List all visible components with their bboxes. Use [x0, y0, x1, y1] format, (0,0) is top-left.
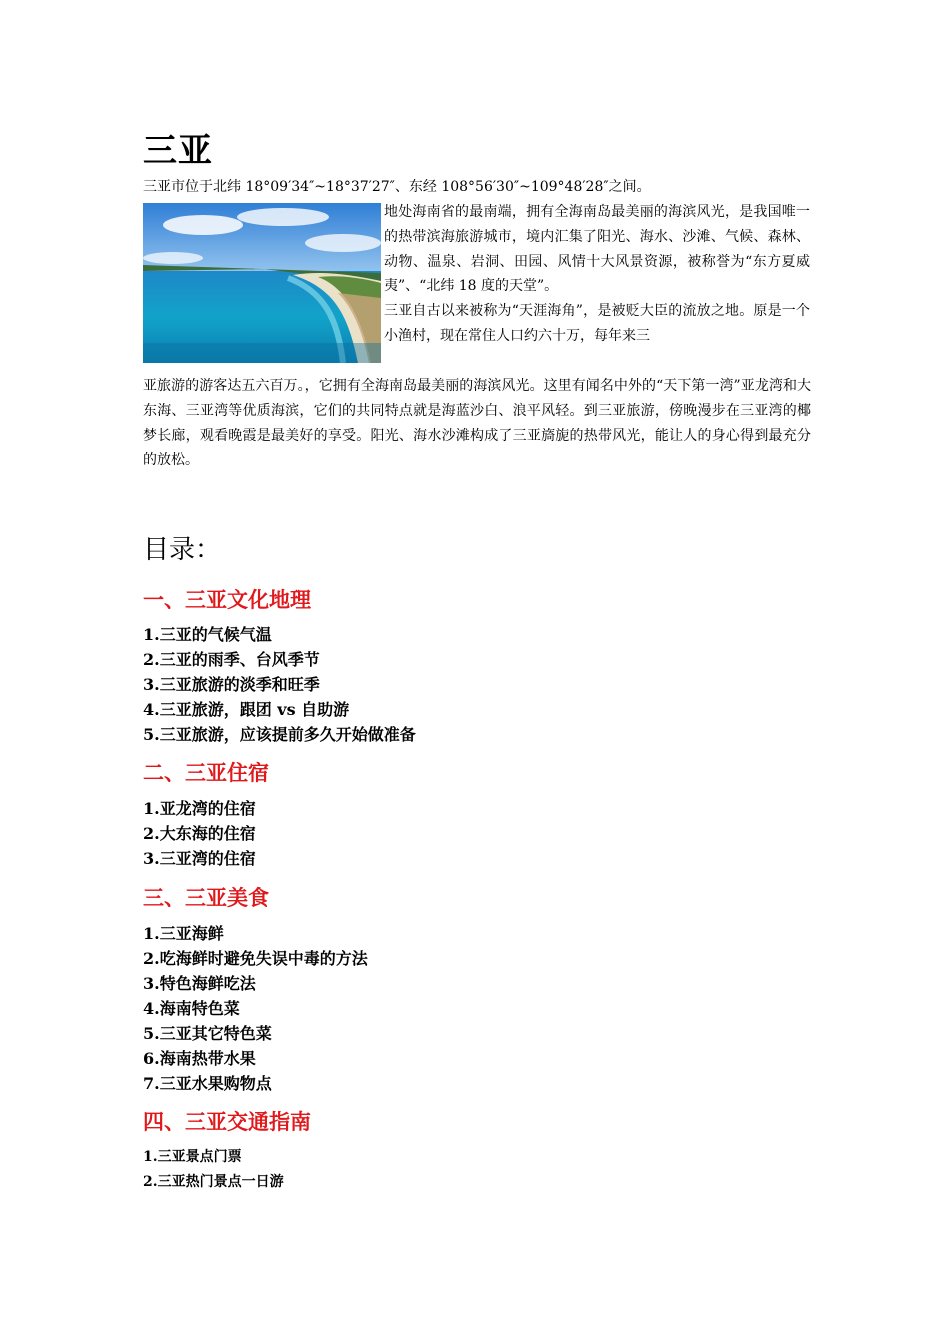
toc-section-title[interactable]: 四、三亚交通指南 — [143, 1110, 311, 1134]
intro-paragraph-floating — [384, 200, 810, 349]
beach-photo — [143, 203, 381, 363]
toc-item[interactable]: 4.三亚旅游，跟团 vs 自助游 — [143, 700, 350, 719]
toc-item[interactable]: 1.三亚景点门票 — [143, 1149, 242, 1165]
intro-paragraph-2-rest: 亚旅游的游客达五六百万。，它拥有全海南岛最美丽的海滨风光。这里有闻名中外的“天下第一湾”亚龙湾和大东海、三亚湾等优质海滨，它们的共同特点就是海蓝沙白、浪平风轻。到三亚旅游，傍晚漫步在三亚湾的椰梦长廊，观看晚霞是最美好的享受。阳光、海水沙滩构成了三亚旖旎的热带风光，能让人的身心得到最充分的放松。 — [143, 378, 811, 469]
toc-item[interactable]: 5.三亚其它特色菜 — [143, 1024, 272, 1043]
document-title: 三亚 — [143, 131, 213, 171]
toc-item[interactable]: 2.吃海鲜时避免失误中毒的方法 — [143, 949, 368, 968]
toc-section-title[interactable]: 三、三亚美食 — [143, 886, 269, 910]
intro-paragraph-2-start: 三亚自古以来被称为“天涯海角”，是被贬大臣的流放之地。原是一个小渔村，现在常住人口约六十万，每年来三 — [384, 303, 810, 344]
toc-item[interactable]: 2.大东海的住宿 — [143, 824, 256, 843]
toc-section-list — [143, 921, 368, 1096]
toc-section-title[interactable]: 一、三亚文化地理 — [143, 588, 311, 612]
toc-item[interactable]: 1.三亚海鲜 — [143, 924, 224, 943]
toc-section-title[interactable]: 二、三亚住宿 — [143, 761, 269, 785]
toc-item[interactable]: 1.三亚的气候气温 — [143, 625, 272, 644]
intro-paragraph-1: 地处海南省的最南端，拥有全海南岛最美丽的海滨风光，是我国唯一的热带滨海旅游城市，境内汇集了阳光、海水、沙滩、气候、森林、动物、温泉、岩洞、田园、风情十大风景资源，被称誉为“东方夏威夷”、“北纬 18 度的天堂”。 — [384, 204, 810, 295]
toc-item[interactable]: 2.三亚热门景点一日游 — [143, 1174, 284, 1190]
toc-section-list — [143, 622, 416, 747]
toc-section-list — [143, 796, 256, 871]
toc-item[interactable]: 2.三亚的雨季、台风季节 — [143, 650, 320, 669]
toc-item[interactable]: 5.三亚旅游，应该提前多久开始做准备 — [143, 725, 416, 744]
coordinates-line: 三亚市位于北纬 18°09′34″~18°37′27″、东经 108°56′30″~109°48′28″之间。 — [143, 179, 651, 195]
toc-item[interactable]: 7.三亚水果购物点 — [143, 1074, 272, 1093]
toc-item[interactable]: 6.海南热带水果 — [143, 1049, 256, 1068]
toc-item[interactable]: 3.三亚湾的住宿 — [143, 849, 256, 868]
toc-item[interactable]: 3.三亚旅游的淡季和旺季 — [143, 675, 320, 694]
toc-section-list — [143, 1145, 284, 1195]
toc-item[interactable]: 1.亚龙湾的住宿 — [143, 799, 256, 818]
toc-item[interactable]: 4.海南特色菜 — [143, 999, 240, 1018]
toc-heading: 目录： — [143, 535, 222, 565]
toc-item[interactable]: 3.特色海鲜吃法 — [143, 974, 256, 993]
